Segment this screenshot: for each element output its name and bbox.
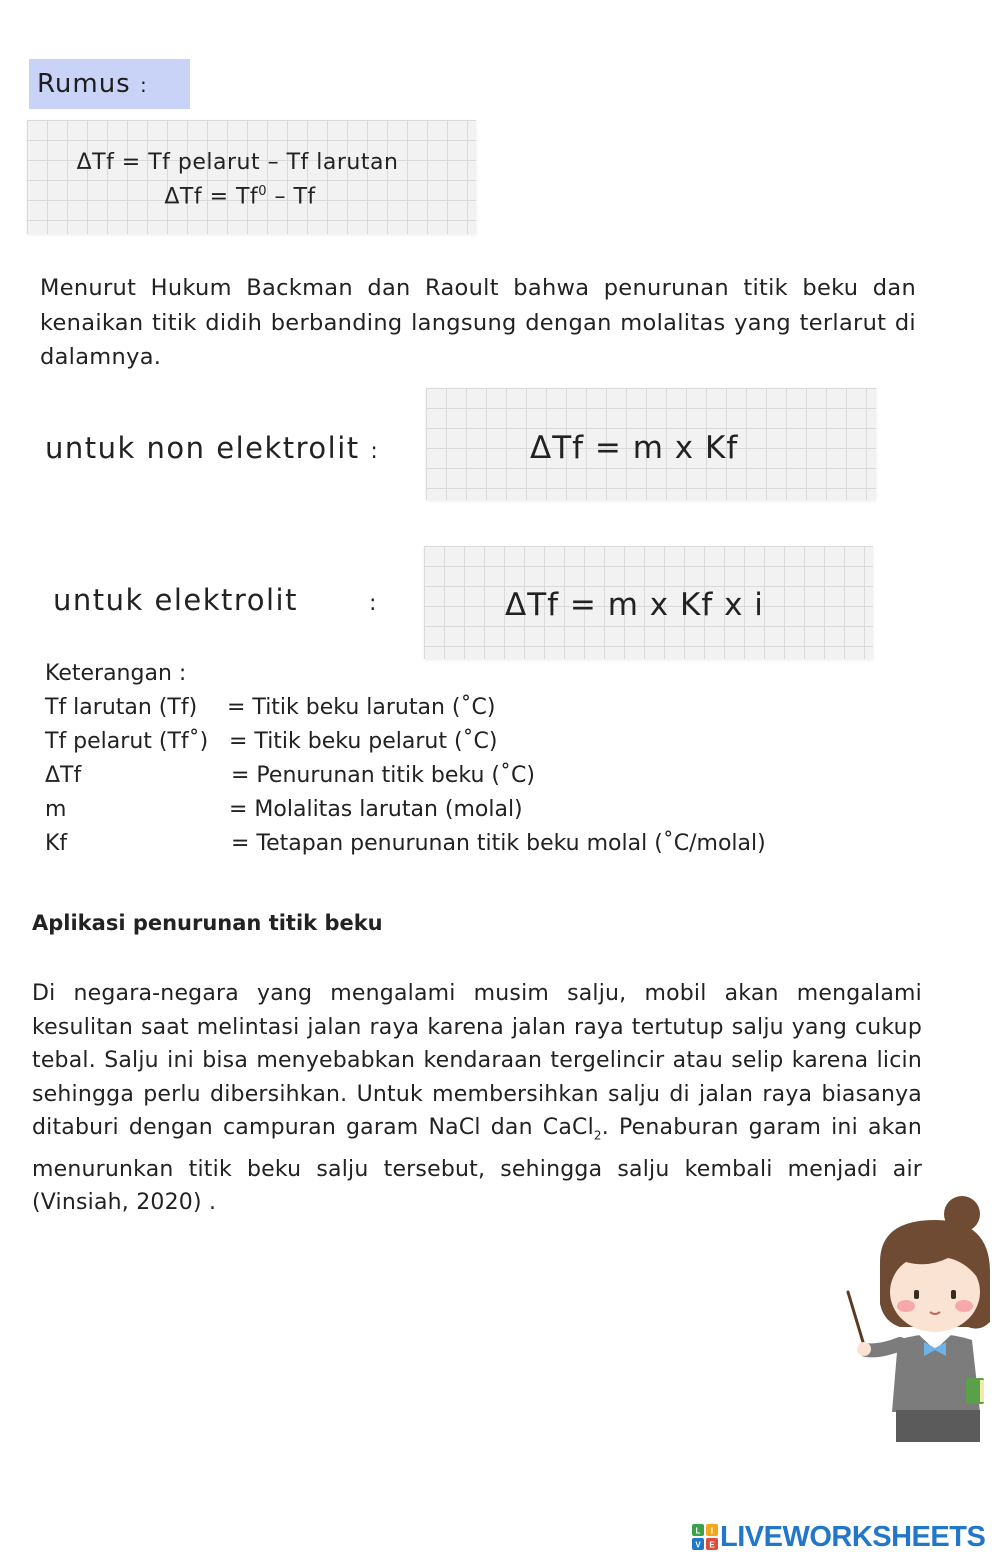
book-pages [980, 1380, 984, 1402]
svg-text:E: E [709, 1540, 715, 1550]
svg-text:V: V [695, 1540, 701, 1550]
non-electrolyte-label-text: untuk non elektrolit [45, 431, 360, 465]
keterangan-def: = Penurunan titik beku (˚C) [231, 763, 535, 788]
non-electrolyte-formula: ΔTf = m x Kf [530, 430, 739, 466]
keterangan-def: = Molalitas larutan (molal) [229, 797, 523, 822]
rumus-heading [37, 69, 148, 99]
keterangan-title: Keterangan : [45, 661, 187, 686]
rumus-colon: : [140, 73, 148, 97]
formula-grid-main [27, 120, 476, 234]
right-eye [951, 1290, 956, 1299]
skirt [896, 1410, 980, 1442]
keterangan-term: ΔTf [45, 763, 82, 788]
left-cheek [897, 1300, 915, 1312]
svg-text:I: I [710, 1526, 714, 1536]
left-arm [866, 1344, 900, 1350]
keterangan-def: = Titik beku pelarut (˚C) [229, 729, 498, 754]
keterangan-def: = Titik beku larutan (˚C) [227, 695, 496, 720]
right-cheek [955, 1300, 973, 1312]
application-subscript: 2 [593, 1128, 602, 1143]
keterangan-term: Kf [45, 831, 68, 856]
svg-text:L: L [695, 1526, 701, 1536]
keterangan-term: Tf larutan (Tf) [45, 695, 198, 720]
formula-line-2-base: ΔTf = Tf [164, 184, 259, 210]
application-text-1: Di negara-negara yang mengalami musim salju, mobil akan mengalami kesulitan saat melintasi jalan raya karena jalan raya tertutup salju yang cukup tebal. Salju ini bisa menyebabkan kendaraan tergelincir atau selip karena licin sehingga perlu dibersihkan. Untuk membersihkan salju di jalan raya biasanya ditaburi dengan campuran garam NaCl dan CaCl [32, 981, 922, 1140]
teacher-illustration [840, 1192, 1000, 1442]
formula-line-2-sup: 0 [258, 184, 267, 199]
liveworksheets-brand [692, 1520, 985, 1554]
keterangan-row [45, 695, 865, 725]
keterangan-row [45, 763, 865, 793]
application-paragraph [32, 977, 922, 1220]
formula-line-2 [0, 184, 480, 209]
left-eye [914, 1290, 919, 1299]
formula-line-1: ΔTf = Tf pelarut – Tf larutan [76, 150, 399, 175]
non-electrolyte-colon: : [370, 439, 380, 464]
keterangan-term: Tf pelarut (Tf˚) [45, 729, 209, 754]
keterangan-term: m [45, 797, 67, 822]
electrolyte-label: untuk elektrolit [53, 583, 298, 617]
keterangan-row [45, 729, 865, 759]
electrolyte-formula: ΔTf = m x Kf x i [505, 587, 764, 623]
rumus-title: Rumus [37, 69, 131, 99]
application-title: Aplikasi penurunan titik beku [32, 911, 383, 935]
application-text-2: . Penaburan garam ini akan menurunkan titik beku salju tersebut, sehingga salju kembali menjadi air (Vinsiah, 2020) . [32, 1115, 922, 1216]
keterangan-row [45, 831, 865, 861]
keterangan-def: = Tetapan penurunan titik beku molal (˚C/molal) [231, 831, 766, 856]
formula-line-2-end: – Tf [266, 184, 316, 210]
left-hand [857, 1342, 871, 1356]
intro-paragraph: Menurut Hukum Backman dan Raoult bahwa penurunan titik beku dan kenaikan titik didih berbanding langsung dengan molalitas yang terlarut di dalamnya. [40, 275, 916, 370]
keterangan-row [45, 797, 865, 827]
non-electrolyte-label [45, 431, 379, 465]
electrolyte-colon: : [369, 591, 377, 616]
liveworksheets-logo-icon [692, 1524, 718, 1550]
liveworksheets-text: LIVEWORKSHEETS [720, 1520, 986, 1553]
